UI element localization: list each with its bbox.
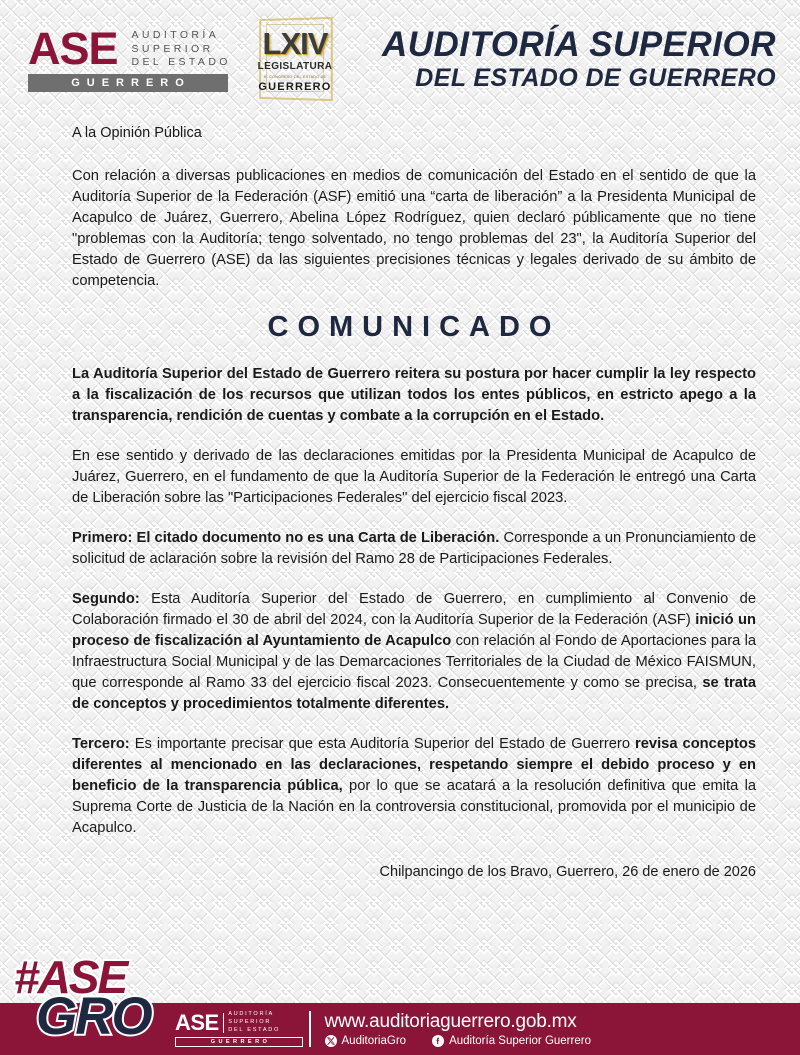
social-link-facebook[interactable] bbox=[432, 1035, 591, 1047]
point-segundo bbox=[72, 589, 756, 715]
footer-ase-logo-top bbox=[175, 1011, 303, 1035]
footer-ase-state-bar: GUERRERO bbox=[175, 1037, 303, 1047]
context-paragraph: En ese sentido y derivado de las declaraciones emitidas por la Presidenta Municipal de Acapulco de Juárez, Guerrero, en el fundamento de que la Auditoría Superior de la Federación le entregó una Carta de Liberación sobre las "Participaciones Federales" del ejercicio fiscal 2023. bbox=[72, 447, 756, 506]
ase-logo-state-bar: GUERRERO bbox=[28, 74, 228, 92]
legislature-tagline: H. CONGRESO DEL ESTADO DE bbox=[263, 74, 327, 79]
social-link-x-twitter[interactable] bbox=[325, 1035, 407, 1047]
point-primero bbox=[72, 528, 756, 570]
point-primero-label: Primero: bbox=[72, 529, 133, 546]
ase-subtitle-line-1: AUDITORÍA bbox=[131, 28, 220, 41]
asegro-line-2: GRO bbox=[36, 987, 151, 1046]
ase-logo-subtitle bbox=[132, 29, 231, 71]
website-link[interactable]: www.auditoriaguerrero.gob.mx bbox=[324, 1010, 577, 1032]
facebook-icon bbox=[432, 1035, 444, 1047]
footer-ase-logo bbox=[175, 1011, 303, 1047]
legislature-word: LEGISLATURA bbox=[257, 60, 333, 72]
point-tercero-bold-mid: revisa conceptos diferentes al mencionado en las declaraciones, respetando siempre el debido proceso y en beneficio de la transparencia pública, bbox=[72, 735, 756, 794]
legislature-number: LXIV bbox=[262, 25, 328, 61]
ase-wordmark: ASE bbox=[28, 23, 118, 75]
stance-paragraph: La Auditoría Superior del Estado de Guerrero reitera su postura por hacer cumplir la ley respecto a la fiscalización de los recursos que utilizan todos los entes públicos, en estricto apego a la transparencia, rendición de cuentas y combate a la corrupción en el Estado. bbox=[72, 365, 756, 424]
ase-subtitle-line-3: DEL ESTADO bbox=[131, 56, 231, 69]
footer-contact-block bbox=[325, 1011, 617, 1048]
legislature-state: GUERRERO bbox=[258, 80, 332, 93]
document-body bbox=[0, 120, 800, 839]
point-primero-rest: Corresponde a un Pronunciamiento de solicitud de aclaración sobre la revisión del Ramo 28 de Participaciones Federales. bbox=[72, 529, 756, 567]
ase-logo bbox=[28, 23, 231, 92]
point-segundo-bold-tail: se trata de conceptos y procedimientos totalmente diferentes. bbox=[72, 674, 756, 712]
point-tercero-tail: por lo que se acatará a la resolución definitiva que emita la Suprema Corte de Justicia de la Nación en la controversia constitucional, promovida por el municipio de Acapulco. bbox=[72, 777, 756, 836]
asegro-line-1: #ASE bbox=[14, 951, 127, 1003]
page-title-line-2: DEL ESTADO DE GUERRERO bbox=[415, 64, 776, 93]
social-links bbox=[325, 1035, 617, 1047]
footer-ase-subtitle-line-2: SUPERIOR bbox=[228, 1019, 272, 1026]
point-segundo-rest: Esta Auditoría Superior del Estado de Guerrero, en cumplimiento al Convenio de Colaboración firmado el 30 de abril del 2024, con la Auditoría Superior de la Federación (ASF) bbox=[72, 590, 756, 628]
footer-ase-subtitle-line-1: AUDITORÍA bbox=[228, 1011, 274, 1018]
point-segundo-tail: con relación al Fondo de Aportaciones para la Infraestructura Social Municipal y de las Demarcaciones Territoriales de la Ciudad de México FAISMUN, que corresponde al Ramo 33 del ejercicio fiscal 2023. Consecuentemente y como se precisa, bbox=[72, 632, 757, 691]
ase-logo-top bbox=[28, 23, 231, 75]
point-primero-bold-lead: El citado documento no es una Carta de Liberación. bbox=[136, 529, 500, 546]
footer-ase-wordmark: ASE bbox=[175, 1010, 219, 1035]
comunicado-heading: COMUNICADO bbox=[267, 310, 561, 343]
footer-ase-subtitle bbox=[228, 1011, 280, 1035]
point-tercero bbox=[72, 734, 756, 839]
dateline: Chilpancingo de los Bravo, Guerrero, 26 de enero de 2026 bbox=[379, 863, 756, 880]
page-title bbox=[340, 27, 780, 93]
point-tercero-label: Tercero: bbox=[72, 735, 130, 752]
x-twitter-icon bbox=[325, 1035, 337, 1047]
point-segundo-label: Segundo: bbox=[72, 590, 140, 607]
footer-ase-divider bbox=[223, 1013, 225, 1033]
page-title-line-1: AUDITORÍA SUPERIOR bbox=[381, 25, 776, 65]
asegro-hashtag-badge bbox=[14, 951, 174, 1047]
point-segundo-bold-mid: inició un proceso de fiscalización al Ayuntamiento de Acapulco bbox=[72, 611, 756, 649]
addressee: A la Opinión Pública bbox=[72, 125, 202, 141]
footer-divider bbox=[309, 1011, 311, 1047]
social-handle-facebook: Auditoría Superior Guerrero bbox=[449, 1034, 591, 1047]
point-tercero-rest: Es importante precisar que esta Auditoría Superior del Estado de Guerrero bbox=[129, 735, 636, 752]
footer-ase-subtitle-line-3: DEL ESTADO bbox=[228, 1026, 281, 1033]
social-handle-x-twitter: AuditoriaGro bbox=[341, 1034, 407, 1047]
intro-paragraph: Con relación a diversas publicaciones en medios de comunicación del Estado en el sentido de que la Auditoría Superior de la Federación (ASF) emitió una “carta de liberación” a la Presidenta Municipal de Acapulco de Juárez, Guerrero, Abelina López Rodríguez, quien declaró públicamente que no tiene "problemas con la Auditoría; tengo solventado, no tengo problemas del 23", la Auditoría Superior del Estado de Guerrero (ASE) da las siguientes precisiones técnicas y legales derivado de su ámbito de competencia. bbox=[72, 167, 756, 289]
page-header bbox=[0, 0, 800, 120]
ase-subtitle-line-2: SUPERIOR bbox=[131, 42, 214, 55]
legislature-emblem bbox=[250, 14, 340, 106]
